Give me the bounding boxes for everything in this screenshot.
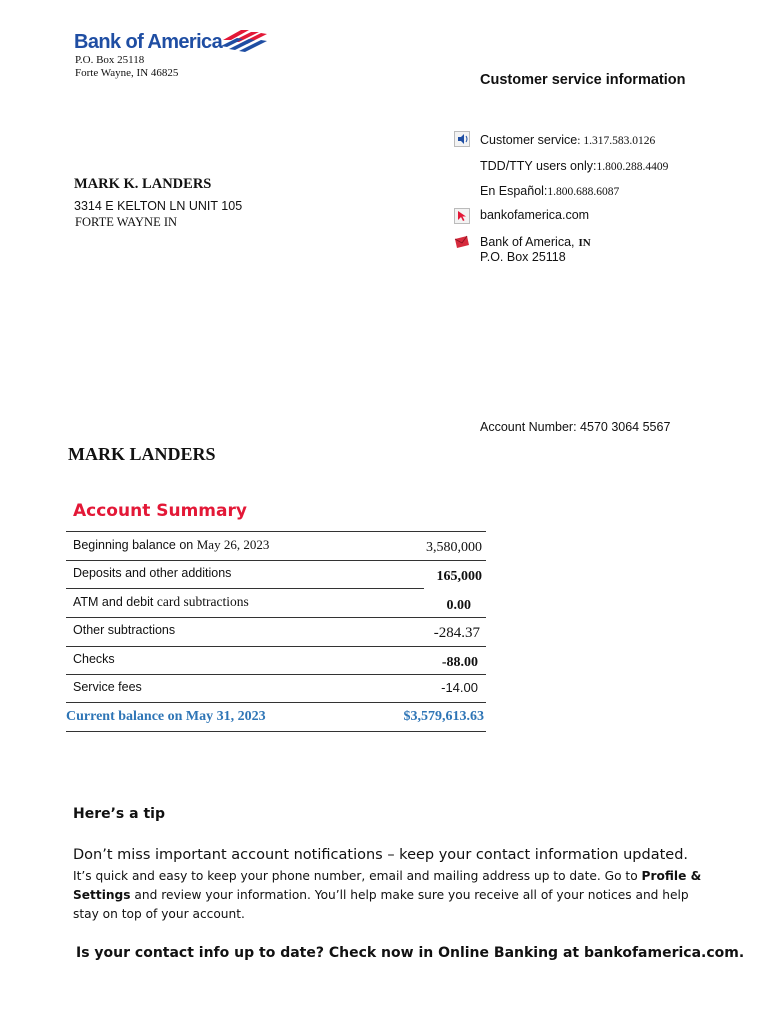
mailing-address-bank: Bank of America, bbox=[480, 235, 575, 249]
current-balance-value: $3,579,613.63 bbox=[403, 709, 484, 724]
customer-service-phone bbox=[480, 131, 655, 149]
espanol-number: 1.800.688.6087 bbox=[547, 186, 620, 198]
summary-row-label: Checks bbox=[73, 652, 115, 666]
tip-heading: Here’s a tip bbox=[73, 806, 165, 822]
customer-name: MARK K. LANDERS bbox=[74, 176, 212, 192]
customer-address-line2: FORTE WAYNE IN bbox=[75, 215, 178, 229]
espanol-label: En Español: bbox=[480, 184, 548, 198]
tip-lead: Don’t miss important account notifications – keep your contact information updated. bbox=[73, 847, 689, 863]
summary-bottom-rule bbox=[66, 731, 486, 732]
tip-body: It’s quick and easy to keep your phone number, email and mailing address up to date. Go to Profile & Settings and review your information. You’ll help make sure you receive all of your notices and help stay on top of your account. bbox=[73, 869, 702, 921]
bank-logo-text: Bank of America bbox=[74, 31, 223, 53]
summary-row-label: Beginning balance on May 26, 2023 bbox=[73, 537, 270, 552]
summary-row-value: 165,000 bbox=[436, 569, 482, 584]
website-link[interactable]: bankofamerica.com bbox=[480, 208, 590, 222]
mailing-address-line1 bbox=[480, 233, 591, 251]
summary-row-rule bbox=[66, 617, 486, 618]
summary-row-rule bbox=[66, 560, 486, 561]
account-summary-title: Account Summary bbox=[73, 501, 247, 521]
summary-row-value: 3,580,000 bbox=[426, 540, 482, 555]
customer-service-label: Customer service bbox=[480, 133, 578, 147]
profile-settings-link: Profile & Settings bbox=[73, 869, 702, 902]
account-holder-name: MARK LANDERS bbox=[68, 444, 216, 464]
summary-row-value: -14.00 bbox=[441, 680, 478, 695]
tdd-tty-line bbox=[480, 157, 668, 175]
mailing-address-state: IN bbox=[578, 237, 591, 249]
summary-row-rule bbox=[66, 674, 486, 675]
summary-row-value: 0.00 bbox=[446, 598, 471, 613]
summary-row-label: ATM and debit card subtractions bbox=[73, 594, 249, 609]
bank-flag-logo-icon bbox=[219, 26, 269, 52]
account-number: Account Number: 4570 3064 5567 bbox=[480, 420, 671, 434]
envelope-icon bbox=[454, 234, 470, 250]
summary-row-value: -284.37 bbox=[433, 625, 480, 641]
summary-top-rule bbox=[66, 531, 486, 532]
customer-service-heading: Customer service information bbox=[480, 72, 686, 88]
espanol-line bbox=[480, 182, 619, 200]
tip-cta: Is your contact info up to date? Check now in Online Banking at bankofamerica.com. bbox=[76, 945, 745, 961]
customer-service-number: : 1.317.583.0126 bbox=[577, 135, 656, 147]
bank-address-line2: Forte Wayne, IN 46825 bbox=[75, 67, 179, 79]
summary-row-label: Other subtractions bbox=[73, 623, 176, 637]
mailing-address-line2: P.O. Box 25118 bbox=[480, 250, 566, 264]
tdd-tty-number: 1.800.288.4409 bbox=[596, 161, 669, 173]
bank-address-line1: P.O. Box 25118 bbox=[75, 54, 145, 66]
speaker-phone-icon bbox=[454, 131, 470, 147]
summary-row-rule bbox=[66, 588, 424, 589]
customer-address-line1: 3314 E KELTON LN UNIT 105 bbox=[74, 199, 243, 213]
mouse-pointer-icon bbox=[454, 208, 470, 224]
summary-row-rule bbox=[66, 702, 486, 703]
summary-row-label: Service fees bbox=[73, 680, 142, 694]
summary-row-rule bbox=[66, 646, 486, 647]
tdd-tty-label: TDD/TTY users only: bbox=[480, 159, 597, 173]
current-balance-label: Current balance on May 31, 2023 bbox=[66, 709, 266, 724]
summary-row-label: Deposits and other additions bbox=[73, 566, 232, 580]
summary-row-value: -88.00 bbox=[441, 655, 478, 670]
